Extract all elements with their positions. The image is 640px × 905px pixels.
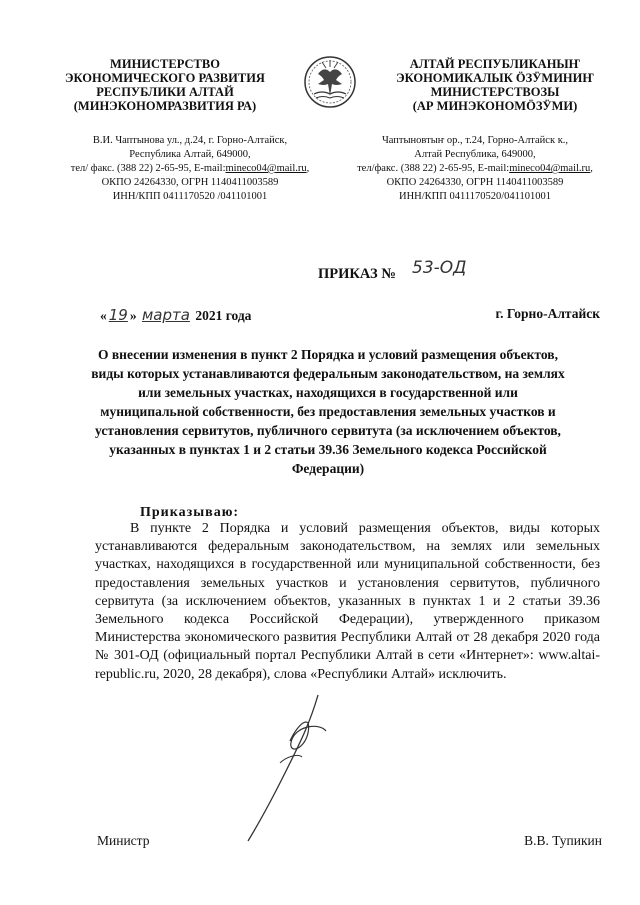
org-line: (МИНЭКОНОМРАЗВИТИЯ РА) — [73, 99, 257, 113]
registry-line: ОКПО 24264330, ОГРН 1140411003589 — [386, 177, 564, 188]
order-number-handwritten: 53-ОД — [412, 258, 467, 278]
quote-close: » — [129, 308, 137, 323]
date-day: 19 — [108, 306, 128, 324]
order-body-text: В пункте 2 Порядка и условий размещения объектов, виды которых устанавливаются федеральным законодательством, на землях или земельных участках, находящихся в государственной или муниципальной собственности, без предоставления земельных участков и установления сервитутов, публичного сервитута (за исключением объектов, указанных в пунктах 1 и 2 статьи 39.36 Земельного кодекса Российской Федерации), утвержденного приказом Министерства экономического развития Республики Алтай от 28 декабря 2020 года № 301-ОД (официальный портал Республики Алтай в сети «Интернет»: www.altai-republic.ru, 2020, 28 декабря), слова «Республики Алтай» исключить. — [95, 521, 600, 682]
address-block-altai — [335, 134, 615, 204]
separator: , — [590, 163, 593, 174]
address-line: Республика Алтай, 649000, — [129, 149, 251, 160]
org-line: ЭКОНОМИКАЛЫК ӦЗӰМИНИҤ — [396, 71, 594, 85]
address-line: Чаптыновтыҥ ор., т.24, Горно-Алтайск к., — [381, 135, 569, 146]
order-date — [100, 306, 251, 324]
ministry-name-russian — [55, 57, 275, 113]
order-subject: О внесении изменения в пункт 2 Порядка и условий размещения объектов, виды которых устанавливаются федеральным законодательством, на землях или земельных участках, находящихся в государственной или муниципальной собственности, без предоставления земельных участков и установления сервитутов, публичного сервитута (за исключением объектов, указанных в пунктах 1 и 2 статьи 39.36 Земельного кодекса Российской Федерации) — [91, 347, 565, 476]
address-line: Алтай Республика, 649000, — [414, 149, 536, 160]
registry-line: ОКПО 24264330, ОГРН 1140411003589 — [101, 177, 279, 188]
contact-line — [50, 162, 330, 176]
contact-line — [335, 162, 615, 176]
date-year: 2021 года — [195, 308, 252, 323]
org-line: (АР МИНЭКОНОМӦЗӰМИ) — [412, 99, 578, 113]
phone-text: тел/факс. (388 22) 2-65-95, E-mail: — [357, 163, 510, 174]
signatory-name: В.В. Тупикин — [524, 833, 602, 848]
org-line: РЕСПУБЛИКИ АЛТАЙ — [96, 85, 234, 99]
org-line: МИНИСТЕРСТВОЗЫ — [430, 85, 560, 99]
handwritten-signature-icon — [240, 693, 330, 843]
republic-altai-emblem-icon — [302, 52, 358, 114]
tax-line: ИНН/КПП 0411170520 /041101001 — [112, 191, 268, 202]
phone-text: тел/ факс. (388 22) 2-65-95, E-mail: — [70, 163, 226, 174]
quote-open: « — [100, 308, 107, 323]
ministry-name-altai — [380, 57, 610, 113]
city: г. Горно-Алтайск — [495, 306, 600, 321]
address-line: В.И. Чаптынова ул., д.24, г. Горно-Алтайск, — [92, 135, 288, 146]
email-link[interactable]: mineco04@mail.ru — [509, 163, 591, 174]
order-directive-heading: Приказываю: — [140, 505, 240, 520]
order-title: ПРИКАЗ № — [318, 266, 396, 282]
date-month: марта — [141, 306, 190, 324]
address-block-russian — [50, 134, 330, 204]
tax-line: ИНН/КПП 0411170520/041101001 — [399, 191, 551, 202]
org-line: ЭКОНОМИЧЕСКОГО РАЗВИТИЯ — [65, 71, 265, 85]
org-line: МИНИСТЕРСТВО — [110, 57, 220, 71]
separator: , — [306, 163, 310, 174]
org-line: АЛТАЙ РЕСПУБЛИКАНЫҤ — [409, 57, 581, 71]
signatory-position: Министр — [97, 833, 150, 848]
email-link[interactable]: mineco04@mail.ru — [225, 163, 307, 174]
